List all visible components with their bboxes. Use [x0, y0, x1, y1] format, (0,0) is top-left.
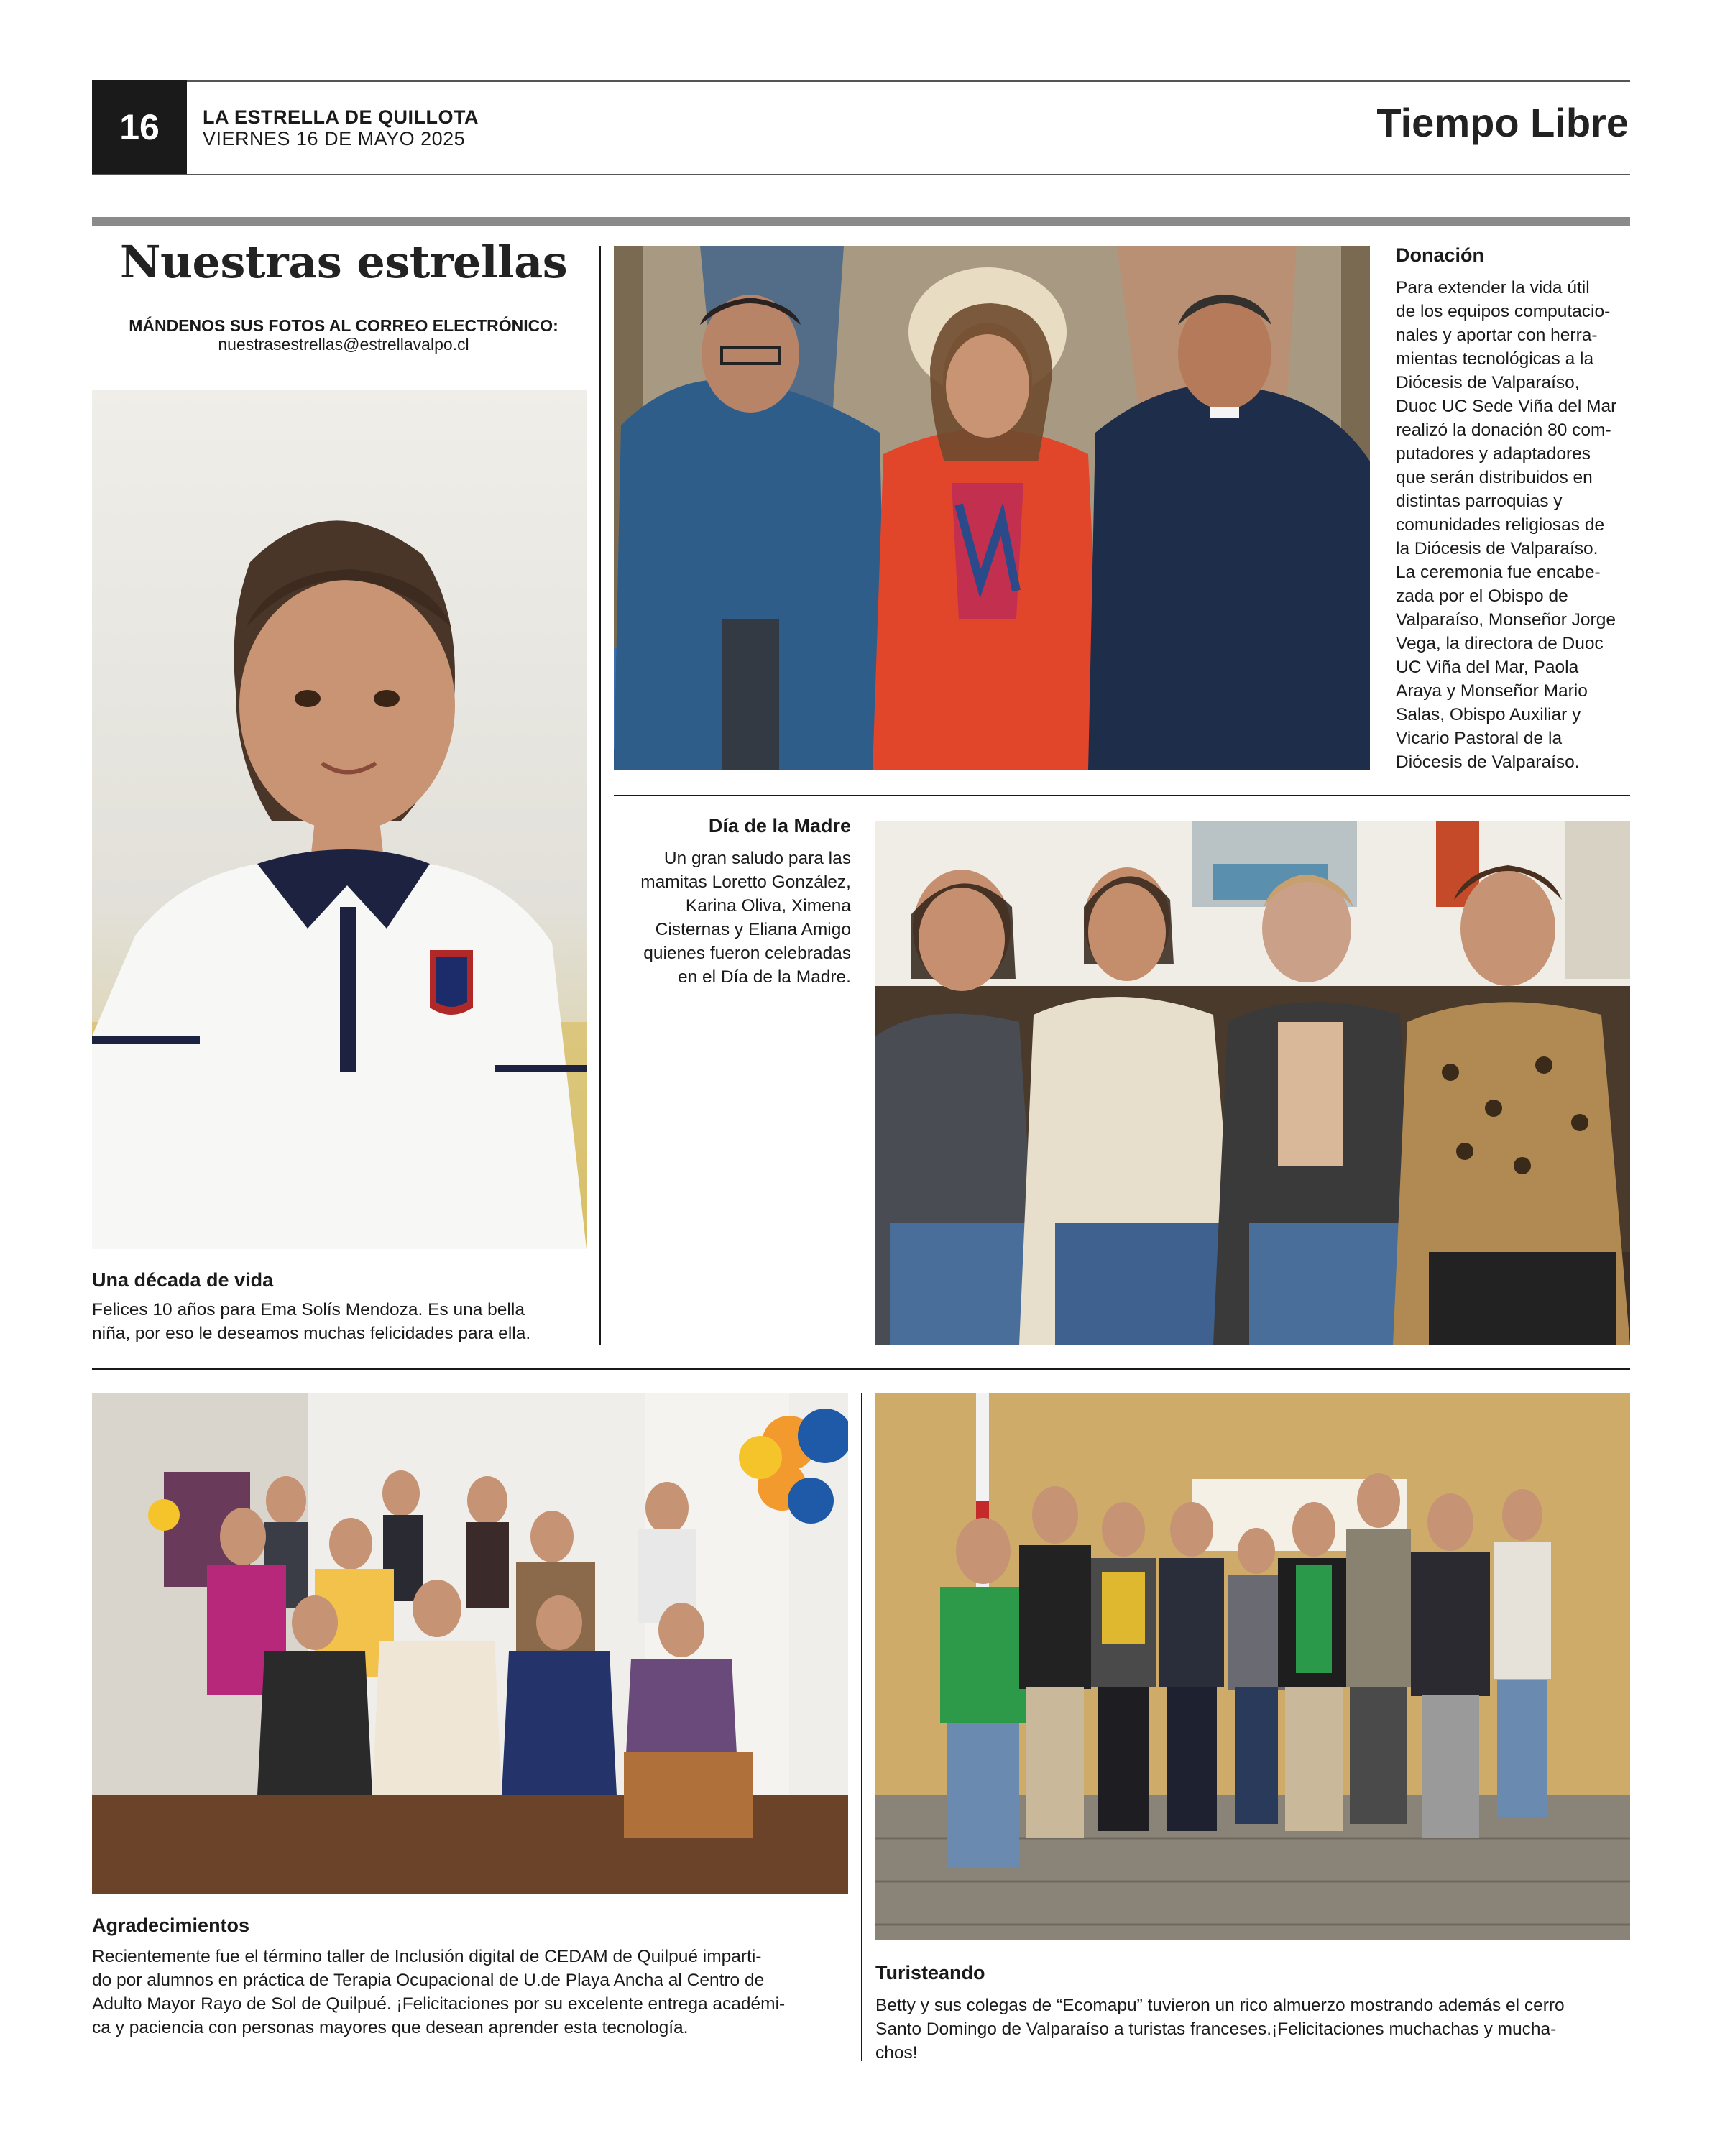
caption-line: Santo Domingo de Valparaíso a turistas franceses.¡Felicitaciones muchachas y mucha- [875, 2019, 1557, 2039]
caption-line: putadores y adaptadores [1396, 444, 1591, 464]
section-title: Tiempo Libre [1376, 100, 1629, 145]
paper-date: VIERNES 16 DE MAYO 2025 [203, 128, 466, 149]
caption-line: Un gran saludo para las [663, 849, 851, 868]
caption-title-madre: Día de la Madre [708, 815, 851, 837]
photo-ecomapu-group [875, 1393, 1630, 1940]
photo-mothers-day [875, 821, 1630, 1345]
caption-line: Adulto Mayor Rayo de Sol de Quilpué. ¡Felicitaciones por su excelente entrega académi- [92, 1994, 786, 2014]
paper-name: LA ESTRELLA DE QUILLOTA [203, 106, 479, 128]
caption-line: quienes fueron celebradas [643, 944, 851, 963]
caption-line: la Diócesis de Valparaíso. [1396, 539, 1598, 558]
caption-line: UC Viña del Mar, Paola [1396, 658, 1579, 677]
email-address: nuestrasestrellas@estrellavalpo.cl [218, 335, 469, 354]
caption-line: mientas tecnológicas a la [1396, 349, 1594, 369]
caption-line: do por alumnos en práctica de Terapia Ocupacional de U.de Playa Ancha al Centro de [92, 1971, 765, 1990]
caption-line: chos! [875, 2043, 918, 2063]
header-bottom-rule [92, 174, 1630, 175]
header-top-rule [92, 80, 1630, 82]
caption-line: Karina Oliva, Ximena [685, 896, 851, 916]
divider-below-donation [614, 795, 1630, 796]
photo-cedam-group [92, 1393, 848, 1894]
caption-line: de los equipos computacio- [1396, 302, 1611, 321]
caption-body-agradecimientos [92, 1945, 854, 2040]
caption-line: niña, por eso le deseamos muchas felicidades para ella. [92, 1324, 531, 1343]
caption-line: ca y paciencia con personas mayores que desean aprender esta tecnología. [92, 2018, 689, 2037]
caption-line: realizó la donación 80 com- [1396, 420, 1611, 440]
caption-line: Cisternas y Eliana Amigo [655, 920, 851, 939]
caption-title-agradecimientos: Agradecimientos [92, 1915, 250, 1936]
send-photos-label: MÁNDENOS SUS FOTOS AL CORREO ELECTRÓNICO: [129, 316, 558, 335]
caption-line: nales y aportar con herra- [1396, 326, 1598, 345]
photo-donation-ceremony [614, 246, 1370, 770]
photo-girl-portrait [92, 390, 586, 1249]
caption-title-donacion: Donación [1396, 244, 1485, 266]
column-divider-left [599, 246, 601, 1345]
caption-body-decada [92, 1298, 595, 1345]
caption-body-turisteando [875, 1994, 1637, 2065]
caption-line: Recientemente fue el término taller de Inclusión digital de CEDAM de Quilpué imparti- [92, 1947, 762, 1966]
caption-line: Araya y Monseñor Mario [1396, 681, 1588, 701]
caption-line: Salas, Obispo Auxiliar y [1396, 705, 1581, 724]
column-divider-bottom [861, 1393, 862, 2061]
caption-title-turisteando: Turisteando [875, 1962, 985, 1984]
caption-line: Vega, la directora de Duoc [1396, 634, 1604, 653]
caption-line: Para extender la vida útil [1396, 278, 1590, 298]
caption-line: que serán distribuidos en [1396, 468, 1593, 487]
caption-line: Vicario Pastoral de la [1396, 729, 1563, 748]
page-number: 16 [119, 107, 160, 147]
caption-line: Betty y sus colegas de “Ecomapu” tuvieron un rico almuerzo mostrando además el cerro [875, 1996, 1565, 2015]
section-thick-rule [92, 217, 1630, 226]
caption-body-madre [614, 847, 851, 989]
caption-line: La ceremonia fue encabe- [1396, 563, 1601, 582]
caption-line: en el Día de la Madre. [677, 967, 851, 987]
caption-line: comunidades religiosas de [1396, 515, 1605, 535]
caption-line: Duoc UC Sede Viña del Mar [1396, 397, 1617, 416]
caption-line: zada por el Obispo de [1396, 586, 1568, 606]
page-number-box [92, 80, 187, 174]
caption-line: Diócesis de Valparaíso, [1396, 373, 1580, 392]
column-title: Nuestras estrellas [119, 236, 568, 288]
caption-body-donacion [1396, 276, 1633, 774]
caption-title-decada: Una década de vida [92, 1269, 274, 1291]
caption-line: Valparaíso, Monseñor Jorge [1396, 610, 1616, 630]
caption-line: mamitas Loretto González, [640, 872, 851, 892]
caption-line: Felices 10 años para Ema Solís Mendoza. Es una bella [92, 1300, 525, 1319]
caption-line: distintas parroquias y [1396, 492, 1563, 511]
divider-above-bottom-row [92, 1368, 1630, 1370]
caption-line: Diócesis de Valparaíso. [1396, 752, 1580, 772]
